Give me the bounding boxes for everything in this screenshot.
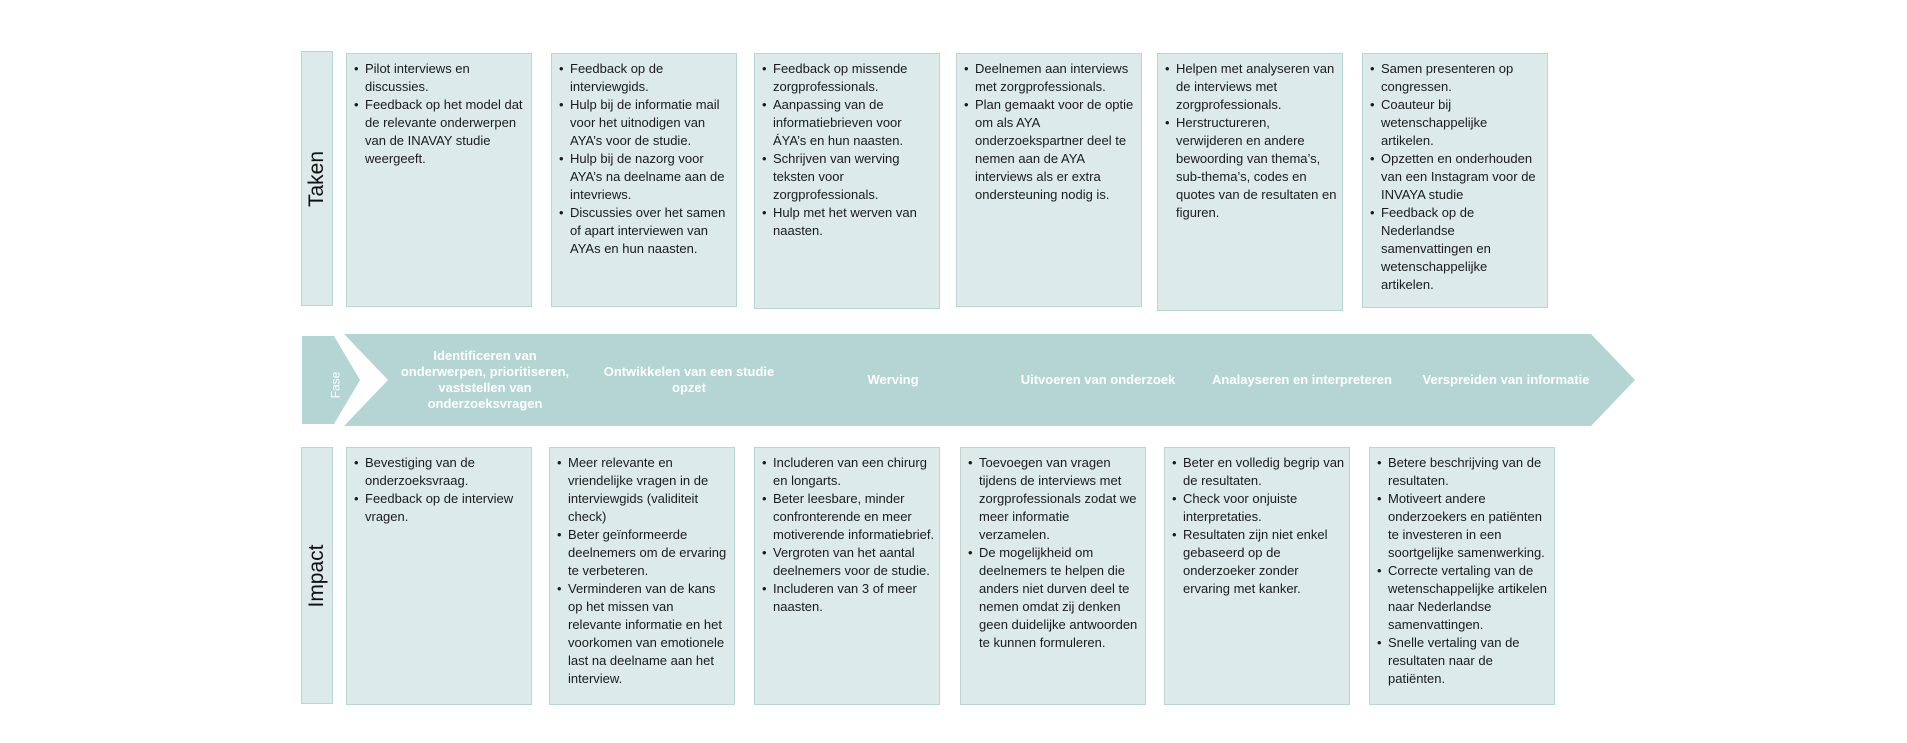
taken-bullet-item: • Hulp bij de nazorg voor AYA’s na deelname aan de intevriews. (570, 150, 732, 204)
impact-bullet-item: • Correcte vertaling van de wetenschappelijke artikelen naar Nederlandse samenvattingen. (1388, 562, 1550, 634)
impact-bullet-item: • Includeren van 3 of meer naasten. (773, 580, 935, 616)
taken-bullet-item: • Pilot interviews en discussies. (365, 60, 527, 96)
impact-list (556, 454, 730, 688)
taken-box-1 (346, 53, 532, 307)
taken-bullet-item: • Feedback op missende zorgprofessionals. (773, 60, 935, 96)
phase-label-6: Verspreiden van informatie (1422, 372, 1590, 387)
impact-list (1171, 454, 1345, 598)
taken-list (761, 60, 935, 240)
taken-bullet-item: • Coauteur bij wetenschappelijke artikelen. (1381, 96, 1543, 150)
taken-bullet-item: • Discussies over het samen of apart interviewen van AYAs en hun naasten. (570, 204, 732, 258)
taken-box-2 (551, 53, 737, 307)
phase-label-2: Ontwikkelen van een studie opzet (603, 364, 775, 395)
impact-bullet-item: • Beter geïnformeerde deelnemers om de ervaring te verbeteren. (568, 526, 730, 580)
taken-bullet-item: • Feedback op het model dat de relevante onderwerpen van de INAVAY studie weergeeft. (365, 96, 527, 168)
impact-bullet-item: • Beter leesbare, minder confronterende en meer motiverende informatiebrief. (773, 490, 935, 544)
taken-bullet-item: • Helpen met analyseren van de interviews met zorgprofessionals. (1176, 60, 1338, 114)
taken-bullet-item: • Deelnemen aan interviews met zorgprofessionals. (975, 60, 1137, 96)
impact-bullet-item: • Resultaten zijn niet enkel gebaseerd op de onderzoeker zonder ervaring met kanker. (1183, 526, 1345, 598)
impact-bullet-item: • Bevestiging van de onderzoeksvraag. (365, 454, 527, 490)
impact-bullet-item: • Toevoegen van vragen tijdens de interviews met zorgprofessionals zodat we meer informatie verzamelen. (979, 454, 1141, 544)
phase-label-5: Analayseren en interpreteren (1212, 372, 1392, 387)
taken-box-6 (1362, 53, 1548, 308)
impact-bullet-item: • Beter en volledig begrip van de resultaten. (1183, 454, 1345, 490)
taken-box-3 (754, 53, 940, 309)
taken-list (1369, 60, 1543, 294)
taken-bullet-item: • Plan gemaakt voor de optie om als AYA onderzoekspartner deel te nemen aan de AYA interviews als er extra ondersteuning nodig is. (975, 96, 1137, 204)
taken-list (558, 60, 732, 258)
impact-bullet-item: • Betere beschrijving van de resultaten. (1388, 454, 1550, 490)
impact-bullet-item: • Verminderen van de kans op het missen van relevante informatie en het voorkomen van emotionele last na deelname aan het interview. (568, 580, 730, 688)
impact-bullet-item: • Includeren van een chirurg en longarts. (773, 454, 935, 490)
impact-list (967, 454, 1141, 652)
taken-bullet-item: • Hulp bij de informatie mail voor het uitnodigen van AYA’s voor de studie. (570, 96, 732, 150)
taken-box-4 (956, 53, 1142, 307)
impact-box-5 (1164, 447, 1350, 705)
phase-label-1: Identificeren van onderwerpen, prioritiseren, vaststellen van onderzoeksvragen (400, 348, 570, 411)
taken-list (963, 60, 1137, 204)
taken-bullet-item: • Aanpassing van de informatiebrieven voor ÁYA’s en hun naasten. (773, 96, 935, 150)
impact-bullet-item: • Vergroten van het aantal deelnemers voor de studie. (773, 544, 935, 580)
impact-box-3 (754, 447, 940, 705)
impact-box-2 (549, 447, 735, 705)
taken-list (1164, 60, 1338, 222)
phase-label-4: Uitvoeren van onderzoek (1020, 372, 1176, 387)
taken-bullet-item: • Herstructureren, verwijderen en andere bewoording van thema’s, sub-thema’s, codes en quotes van de resultaten en figuren. (1176, 114, 1338, 222)
impact-box-1 (346, 447, 532, 705)
impact-bullet-item: • Snelle vertaling van de resultaten naar de patiënten. (1388, 634, 1550, 688)
impact-bullet-item: • Check voor onjuiste interpretaties. (1183, 490, 1345, 526)
taken-bullet-item: • Opzetten en onderhouden van een Instagram voor de INVAYA studie (1381, 150, 1543, 204)
taken-bullet-item: • Feedback op de Nederlandse samenvattingen en wetenschappelijke artikelen. (1381, 204, 1543, 294)
impact-box-6 (1369, 447, 1555, 705)
impact-bullet-item: • De mogelijkheid om deelnemers te helpen die anders niet durven deel te nemen omdat zij denken geen duidelijke antwoorden te kunnen formuleren. (979, 544, 1141, 652)
taken-bullet-item: • Feedback op de interviewgids. (570, 60, 732, 96)
impact-list (353, 454, 527, 526)
taken-bullet-item: • Samen presenteren op congressen. (1381, 60, 1543, 96)
taken-bullet-item: • Hulp met het werven van naasten. (773, 204, 935, 240)
impact-bullet-item: • Feedback op de interview vragen. (365, 490, 527, 526)
impact-bullet-item: • Meer relevante en vriendelijke vragen in de interviewgids (validiteit check) (568, 454, 730, 526)
phase-label-3: Werving (867, 372, 919, 387)
impact-label-text: Impact (305, 543, 328, 608)
taken-bullet-item: • Schrijven van werving teksten voor zorgprofessionals. (773, 150, 935, 204)
taken-box-5 (1157, 53, 1343, 311)
impact-box-4 (960, 447, 1146, 705)
taken-list (353, 60, 527, 168)
taken-label-text: Taken (305, 150, 328, 207)
impact-bullet-item: • Motiveert andere onderzoekers en patiënten te investeren in een soortgelijke samenwerking. (1388, 490, 1550, 562)
impact-list (1376, 454, 1550, 688)
impact-list (761, 454, 935, 616)
fase-label: Fase (328, 371, 343, 399)
